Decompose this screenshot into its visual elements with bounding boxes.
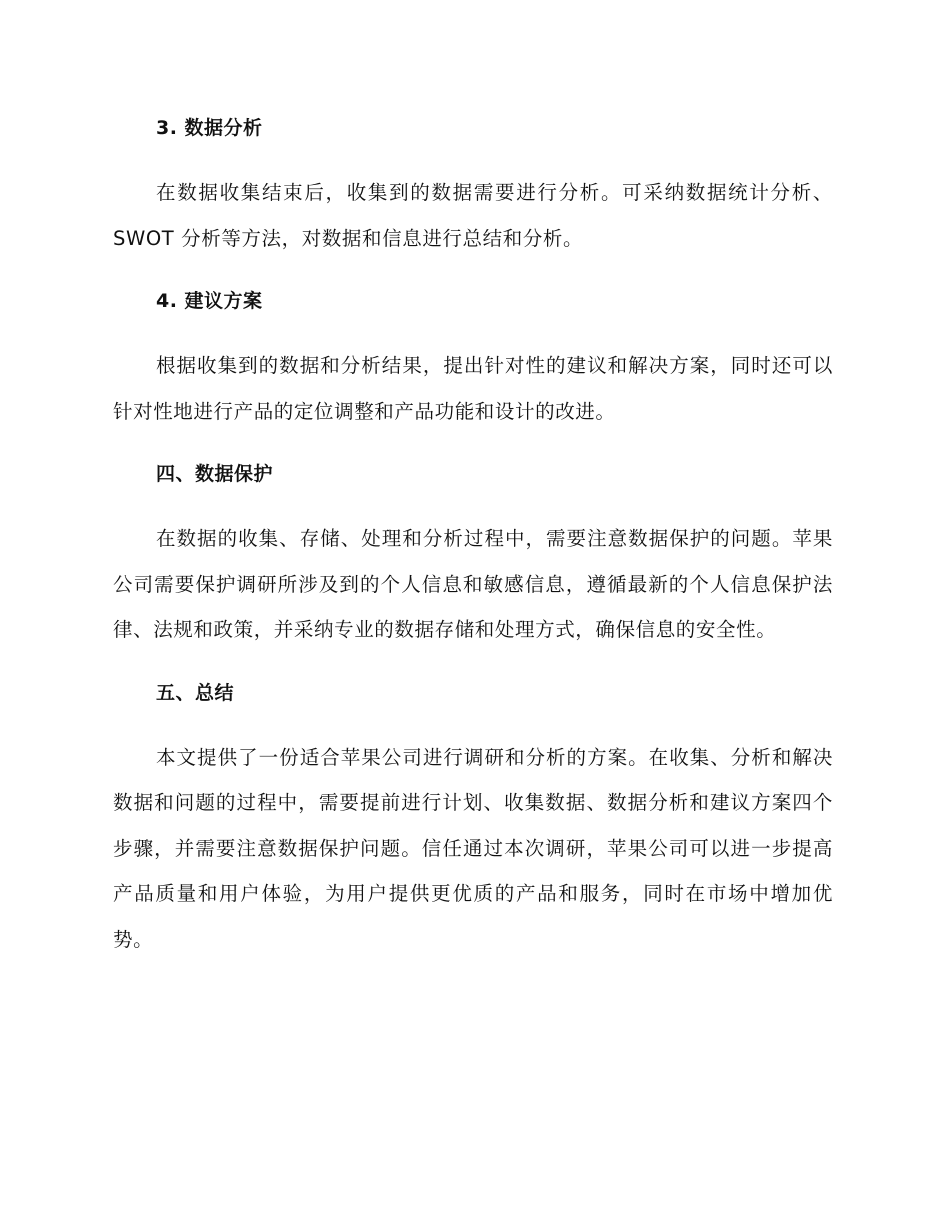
- section-heading-data-protection: 四、数据保护: [156, 463, 274, 485]
- document-content: [113, 112, 833, 986]
- section-paragraph-recommendations: 根据收集到的数据和分析结果，提出针对性的建议和解决方案，同时还可以针对性地进行产品的定位调整和产品功能和设计的改进。: [113, 354, 833, 423]
- section-paragraph-data-protection: 在数据的收集、存储、处理和分析过程中，需要注意数据保护的问题。苹果公司需要保护调研所涉及到的个人信息和敏感信息，遵循最新的个人信息保护法律、法规和政策，并采纳专业的数据存储和处理方式，确保信息的安全性。: [113, 527, 833, 641]
- section-paragraph-data-analysis: 在数据收集结束后，收集到的数据需要进行分析。可采纳数据统计分析、SWOT 分析等方法，对数据和信息进行总结和分析。: [113, 181, 833, 250]
- section-heading-summary: 五、总结: [156, 681, 235, 704]
- section-paragraph-summary: 本文提供了一份适合苹果公司进行调研和分析的方案。在收集、分析和解决数据和问题的过程中，需要提前进行计划、收集数据、数据分析和建议方案四个步骤，并需要注意数据保护问题。信任通过本次调研，苹果公司可以进一步提高产品质量和用户体验，为用户提供更优质的产品和服务，同时在市场中增加优势。: [113, 745, 833, 951]
- section-heading-recommendations: 4. 建议方案: [156, 290, 263, 312]
- section-heading-data-analysis: 3. 数据分析: [156, 117, 263, 139]
